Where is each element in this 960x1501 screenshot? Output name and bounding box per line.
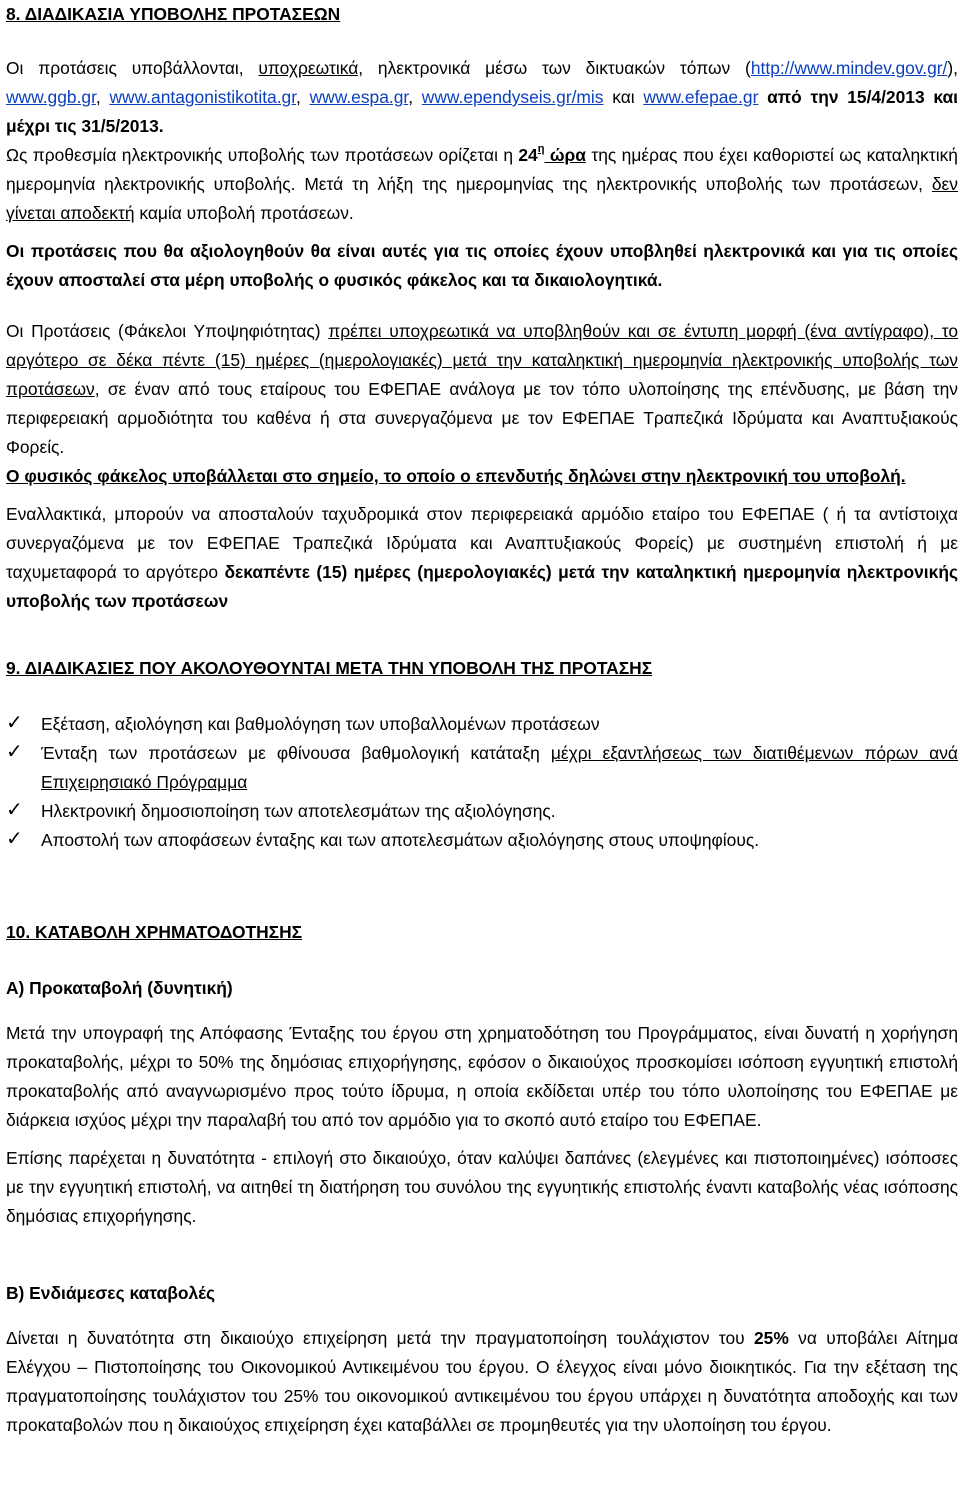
- text: της ημέρας που έχει καθοριστεί ως καταληκτική ημερομηνία ηλεκτρονικής υποβολής. Μετά τη λήξη της ημερομηνίας της ηλεκτρονικής υποβολής των προτάσεων,: [6, 145, 958, 194]
- text: καμία υποβολή προτάσεων.: [134, 203, 354, 223]
- text: ,: [296, 87, 310, 107]
- not-accepted-text: δεν γίνεται αποδεκτή: [6, 174, 958, 223]
- link-espa[interactable]: www.espa.gr: [309, 87, 409, 107]
- deadline-hour: 24: [518, 145, 538, 165]
- list-item: [6, 826, 958, 855]
- link-efepae[interactable]: www.efepae.gr: [643, 87, 759, 107]
- text: Ως προθεσμία ηλεκτρονικής υποβολής των προτάσεων ορίζεται η: [6, 145, 519, 165]
- mandatory-text: υποχρεωτικά,: [258, 58, 364, 78]
- text: και: [603, 87, 644, 107]
- list-item: [6, 710, 958, 739]
- text: Εναλλακτικά, μπορούν να αποσταλούν ταχυδρομικά στον περιφερειακά αρμόδιο εταίρο του ΕΦΕΠΑΕ ( ή τα αντίστοιχα συνεργαζόμενα με τον ΕΦΕΠΑΕ Τραπεζικά Ιδρύματα και Αναπτυξιακούς Φορείς) με συστημένη επιστολή ή με ταχυμεταφορά το αργότερο: [6, 504, 958, 582]
- submission-dates: από την 15/4/2013 και μέχρι τις 31/5/2013.: [6, 87, 958, 136]
- list-item-text: Αποστολή των αποφάσεων ένταξης και των αποτελεσμάτων αξιολόγησης στους υποψηφίους.: [41, 830, 760, 850]
- text: ηλεκτρονικά μέσω των δικτυακών τόπων (: [363, 58, 751, 78]
- printed-copy-paragraph: [6, 317, 958, 462]
- subsection-b-heading: Β) Ενδιάμεσες καταβολές: [6, 1283, 216, 1303]
- checkmark-icon: ✓: [6, 799, 23, 821]
- submission-paragraph: [6, 54, 958, 141]
- text: , σε έναν από τους εταίρους του ΕΦΕΠΑΕ ανάλογα με τον τόπο υλοποίησης της επένδυσης, με βάση την περιφερειακή αρμοδιότητα του καθένα ή στα συνεργαζόμενα με τον ΕΦΕΠΑΕ Τραπεζικά Ιδρύματα και Αναπτυξιακούς Φορείς.: [6, 379, 958, 457]
- interim-payments-paragraph: [6, 1324, 958, 1440]
- list-item-underlined-text: μέχρι εξαντλήσεως των διατιθέμενων πόρων ανά Επιχειρησιακό Πρόγραμμα: [41, 743, 958, 792]
- procedure-checklist: [6, 710, 958, 855]
- physical-folder-paragraph: Ο φυσικός φάκελος υποβάλλεται στο σημείο, το οποίο ο επενδυτής δηλώνει στην ηλεκτρονική του υποβολή.: [6, 466, 906, 486]
- link-ependyseis[interactable]: www.ependyseis.gr/mis: [421, 87, 604, 107]
- text: Δίνεται η δυνατότητα στη δικαιούχο επιχείρηση μετά την πραγματοποίηση τουλάχιστον του: [6, 1328, 754, 1348]
- percentage-threshold: 25%: [754, 1328, 789, 1348]
- section-10-heading: [6, 918, 958, 947]
- list-item-text: Ηλεκτρονική δημοσιοποίηση των αποτελεσμάτων της αξιολόγησης.: [41, 801, 556, 821]
- deadline-paragraph: [6, 141, 958, 228]
- subsection-a-heading: Α) Προκαταβολή (δυνητική): [6, 978, 233, 998]
- section-8-heading: [6, 0, 958, 29]
- list-item: [6, 797, 958, 826]
- section-9-heading: [6, 654, 958, 683]
- text: ,: [95, 87, 110, 107]
- section-10-heading-text: 10. ΚΑΤΑΒΟΛΗ ΧΡΗΜΑΤΟΔΟΤΗΣΗΣ: [6, 922, 303, 942]
- text: Οι Προτάσεις (Φάκελοι Υποψηφιότητας): [6, 321, 329, 341]
- guarantee-option-paragraph: Επίσης παρέχεται η δυνατότητα - επιλογή στο δικαιούχο, όταν καλύψει δαπάνες (ελεγμένες και πιστοποιημένες) ισόποσες με την εγγυητική επιστολή, να αιτηθεί τη διατήρηση του συνόλου της εγγυητικής επιστολής έναντι καταβολής νέας ισόποσης δημόσιας επιχορήγησης.: [6, 1148, 958, 1226]
- text: ,: [408, 87, 422, 107]
- section-8-heading-text: 8. ΔΙΑΔΙΚΑΣΙΑ ΥΠΟΒΟΛΗΣ ΠΡΟΤΑΣΕΩΝ: [6, 4, 341, 24]
- list-item-text: Ένταξη των προτάσεων με φθίνουσα βαθμολογική κατάταξη: [41, 743, 551, 763]
- list-item: [6, 739, 958, 797]
- section-9-heading-text: 9. ΔΙΑΔΙΚΑΣΙΕΣ ΠΟΥ ΑΚΟΛΟΥΘΟΥΝΤΑΙ ΜΕΤΑ ΤΗΝ ΥΠΟΒΟΛΗ ΤΗΣ ΠΡΟΤΑΣΗΣ: [6, 658, 653, 678]
- link-ggb[interactable]: www.ggb.gr: [6, 87, 96, 107]
- ordinal-superscript: η: [537, 143, 545, 156]
- link-mindev[interactable]: http://www.mindev.gov.gr/: [750, 58, 948, 78]
- checkmark-icon: ✓: [6, 741, 23, 763]
- postal-submission-paragraph: [6, 500, 958, 616]
- checkmark-icon: ✓: [6, 828, 23, 850]
- text: να υποβάλει Αίτημα Ελέγχου – Πιστοποίησης του Οικονομικού Αντικειμένου του έργου. Ο έλεγχος είναι μόνο διοικητικός. Για την εξέταση της πραγματοποίησης τουλάχιστον του 25% του οικονομικού αντικειμένου του έργου υπάρχει η δυνατότητα αποδοχής και των προκαταβολών που η δικαιούχος επιχείρηση έχει καταβάλλει σε προμηθευτές για την υλοποίηση του έργου.: [6, 1328, 958, 1435]
- list-item-text: Εξέταση, αξιολόγηση και βαθμολόγηση των υποβαλλομένων προτάσεων: [41, 714, 600, 734]
- hour-word: ώρα: [544, 145, 586, 165]
- checkmark-icon: ✓: [6, 712, 23, 734]
- advance-payment-paragraph: Μετά την υπογραφή της Απόφασης Ένταξης του έργου στη χρηματοδότηση του Προγράμματος, είναι δυνατή η χορήγηση προκαταβολής, μέχρι το 50% της δημόσιας επιχορήγησης, εφόσον ο δικαιούχος προσκομίσει ισόποση εγγυητική επιστολή προκαταβολής από αναγνωρισμένο προς τούτο ίδρυμα, η οποία εκδίδεται υπέρ του τόπο υλοποίησης του ΕΦΕΠΑΕ με διάρκεια ισχύος μέχρι την παραλαβή του από τον αρμόδιο για το σκοπό αυτό εταίρο του ΕΦΕΠΑΕ.: [6, 1023, 958, 1130]
- text: ),: [947, 58, 959, 78]
- evaluation-paragraph: Οι προτάσεις που θα αξιολογηθούν θα είναι αυτές για τις οποίες έχουν υποβληθεί ηλεκτρονικά και για τις οποίες έχουν αποσταλεί στα μέρη υποβολής ο φυσικός φάκελος και τα δικαιολογητικά.: [6, 241, 958, 290]
- text: Οι προτάσεις υποβάλλονται,: [6, 58, 259, 78]
- printed-copy-requirement: πρέπει υποχρεωτικά να υποβληθούν και σε έντυπη μορφή (ένα αντίγραφο), το αργότερο σε δέκα πέντε (15) ημέρες (ημερολογιακές) μετά την καταληκτική ημερομηνία ηλεκτρονικής υποβολής των προτάσεων: [6, 321, 958, 399]
- link-antagonistikotita[interactable]: www.antagonistikotita.gr: [109, 87, 297, 107]
- postal-deadline: δεκαπέντε (15) ημέρες (ημερολογιακές) μετά την καταληκτική ημερομηνία ηλεκτρονικής υποβολής των προτάσεων: [6, 562, 958, 611]
